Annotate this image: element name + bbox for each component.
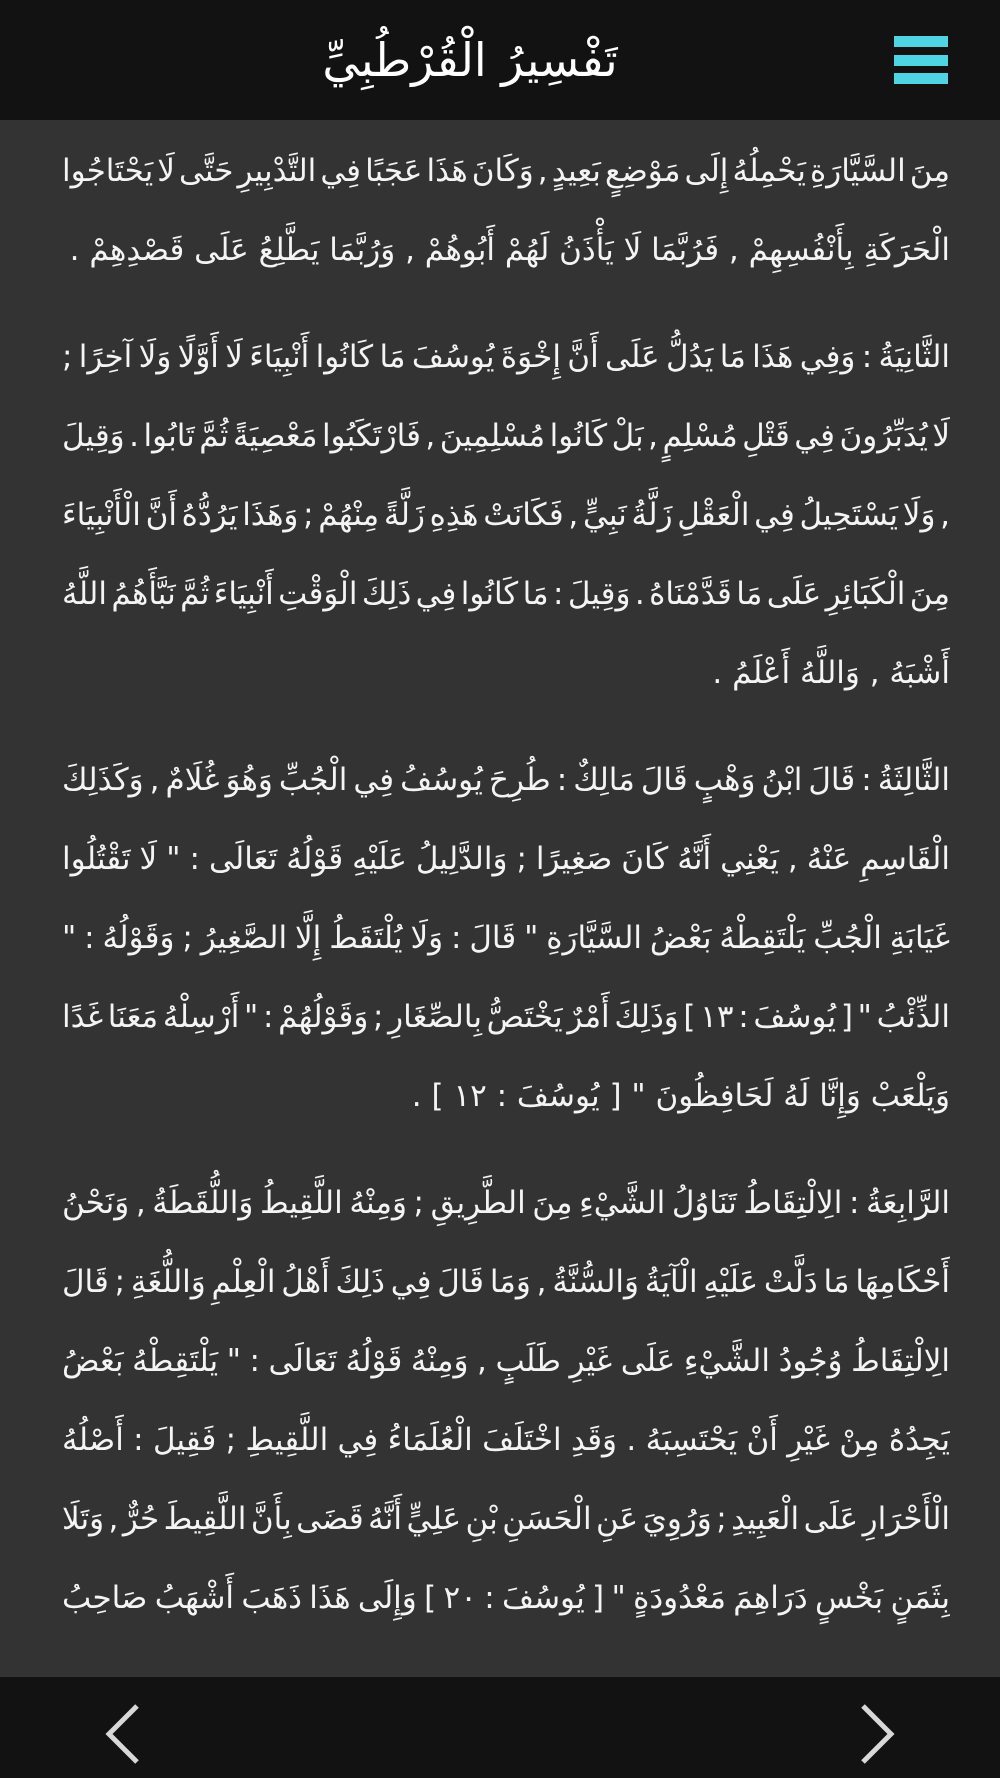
text-line: مِنَ السَّيَّارَةِ يَحْمِلُهُ إِلَى مَوْضِعٍ بَعِيدٍ , وَكَانَ هَذَا عَجَبًا فِي التَّدْبِيرِ حَتَّى لَا يَحْتَاجُوا: [62, 153, 950, 189]
text-line: الْقَاسِمِ عَنْهُ , يَعْنِي أَنَّهُ كَانَ صَغِيرًا ; وَالدَّلِيلُ عَلَيْهِ قَوْلُهُ تَعَالَى : " لَا تَقْتُلُوا: [62, 841, 950, 877]
text-line: لَا يُدَبِّرُونَ فِي قَتْلِ مُسْلِمٍ , بَلْ كَانُوا مُسْلِمِينَ , فَارْتَكَبُوا مَعْصِيَةً ثُمَّ تَابُوا . وَقِيلَ: [62, 418, 950, 454]
paragraph: [62, 741, 950, 1136]
text-line: الذِّئْبُ " [ يُوسُفَ : ١٣ ] وَذَلِكَ أَمْرٌ يَخْتَصُّ بِالصِّغَارِ ; وَقَوْلُهُمْ : " أَرْسِلْهُ مَعَنَا غَدًا: [62, 999, 950, 1035]
header-bar: [0, 0, 1000, 120]
next-page-button[interactable]: [857, 1703, 897, 1765]
text-line: الِالْتِقَاطُ وُجُودُ الشَّيْءِ عَلَى غَيْرِ طَلَبٍ , وَمِنْهُ قَوْلُهُ تَعَالَى : " يَلْتَقِطْهُ بَعْضُ: [62, 1343, 950, 1379]
text-line: أَشْبَهُ , وَاللَّهُ أَعْلَمُ .: [712, 655, 950, 691]
paragraph: [62, 1164, 950, 1638]
tafsir-text[interactable]: [62, 132, 950, 1638]
text-line: مِنَ الْكَبَائِرِ عَلَى مَا قَدَّمْنَاهُ . وَقِيلَ : مَا كَانُوا فِي ذَلِكَ الْوَقْتِ أَنْبِيَاءَ ثُمَّ نَبَّأَهُمُ اللَّهُ: [62, 576, 950, 612]
text-line: غَيَابَةِ الْجُبِّ يَلْتَقِطْهُ بَعْضُ السَّيَّارَةِ " قَالَ : وَلَا يُلْتَقَطُ إِلَّا الصَّغِيرُ ; وَقَوْلُهُ : ": [62, 920, 950, 956]
text-line: بِثَمَنٍ بَخْسٍ دَرَاهِمَ مَعْدُودَةٍ " [ يُوسُفَ : ٢٠ ] وَإِلَى هَذَا ذَهَبَ أَشْهَبُ صَاحِبُ: [62, 1580, 950, 1616]
text-line: وَيَلْعَبْ وَإِنَّا لَهُ لَحَافِظُونَ " [ يُوسُفَ : ١٢ ] .: [411, 1078, 950, 1114]
text-line: الثَّالِثَةُ : قَالَ ابْنُ وَهْبٍ قَالَ مَالِكٌ : طُرِحَ يُوسُفُ فِي الْجُبِّ وَهُوَ غُلَامٌ , وَكَذَلِكَ: [62, 762, 950, 798]
text-line: الثَّانِيَةُ : وَفِي هَذَا مَا يَدُلُّ عَلَى أَنَّ إِخْوَةَ يُوسُفَ مَا كَانُوا أَنْبِيَاءَ لَا أَوَّلًا وَلَا آخِرًا ;: [62, 339, 950, 375]
text-line: , وَلَا يَسْتَحِيلُ فِي الْعَقْلِ زَلَّةُ نَبِيٍّ , فَكَانَتْ هَذِهِ زَلَّةً مِنْهُمْ ; وَهَذَا يَرُدُّهُ أَنَّ الْأَنْبِيَاءَ: [62, 497, 950, 533]
text-line: يَجِدُهُ مِنْ غَيْرِ أَنْ يَحْتَسِبَهُ . وَقَدِ اخْتَلَفَ الْعُلَمَاءُ فِي اللَّقِيطِ ; فَقِيلَ : أَصْلُهُ: [62, 1422, 950, 1458]
text-line: الرَّابِعَةُ : الِالْتِقَاطُ تَنَاوُلُ الشَّيْءِ مِنَ الطَّرِيقِ ; وَمِنْهُ اللَّقِيطُ وَاللُّقَطَةُ , وَنَحْنُ: [62, 1185, 950, 1221]
text-line: الْأَحْرَارِ عَلَى الْعَبِيدِ ; وَرُوِيَ عَنِ الْحَسَنِ بْنِ عَلِيٍّ أَنَّهُ قَضَى بِأَنَّ اللَّقِيطَ حُرٌّ , وَتَلَا: [62, 1501, 950, 1537]
chevron-right-icon: [857, 1703, 897, 1765]
bottom-nav-bar: [0, 1677, 1000, 1778]
paragraph: [62, 132, 950, 290]
chevron-left-icon: [103, 1703, 143, 1765]
paragraph: [62, 318, 950, 713]
text-line: الْحَرَكَةِ بِأَنْفُسِهِمْ , فَرُبَّمَا لَا يَأْذَنُ لَهُمْ أَبُوهُمْ , وَرُبَّمَا يَطَّلِعُ عَلَى قَصْدِهِمْ .: [69, 232, 950, 268]
previous-page-button[interactable]: [103, 1703, 143, 1765]
page-title: تَفْسِيرُ الْقُرْطُبِيِّ: [322, 33, 618, 87]
hamburger-menu-icon[interactable]: [894, 36, 948, 84]
text-line: أَحْكَامِهَا مَا دَلَّتْ عَلَيْهِ الْآيَةُ وَالسُّنَّةُ , وَمَا قَالَ فِي ذَلِكَ أَهْلُ الْعِلْمِ وَاللُّغَةِ ; قَالَ: [62, 1264, 950, 1300]
